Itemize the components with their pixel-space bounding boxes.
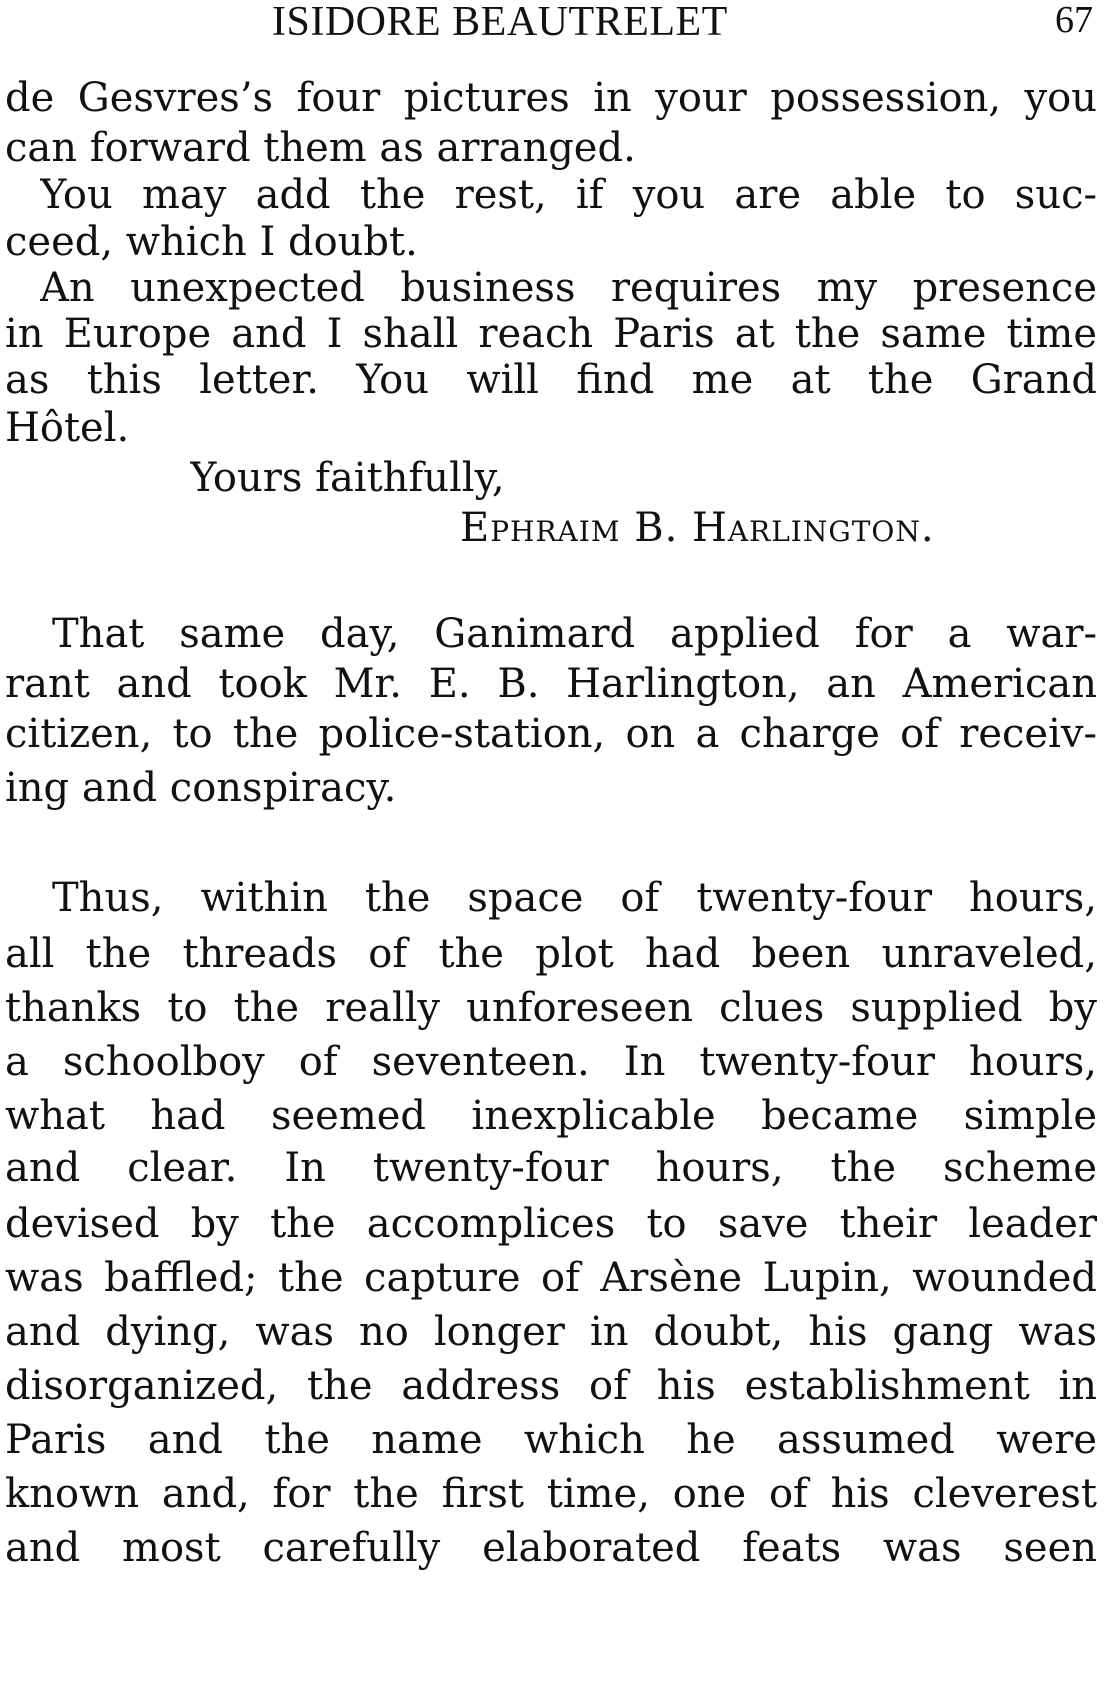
closing-line: Yours faithfully, bbox=[190, 455, 505, 501]
text-line: as this letter. You will find me at the Grand bbox=[5, 357, 1097, 403]
text-line: can forward them as arranged. bbox=[5, 125, 636, 171]
text-line: Thus, within the space of twenty-four hours, bbox=[52, 875, 1097, 921]
running-head bbox=[0, 0, 1105, 45]
text-line: de Gesvres’s four pictures in your possession, you bbox=[5, 75, 1097, 121]
text-line: Paris and the name which he assumed were bbox=[5, 1417, 1097, 1463]
text-line: was baffled; the capture of Arsène Lupin, wounded bbox=[5, 1255, 1097, 1301]
text-line: ceed, which I doubt. bbox=[5, 219, 418, 265]
text-line: and dying, was no longer in doubt, his gang was bbox=[5, 1309, 1097, 1355]
text-line: rant and took Mr. E. B. Harlington, an American bbox=[5, 661, 1097, 707]
text-line: and most carefully elaborated feats was seen bbox=[5, 1525, 1097, 1571]
text-line: known and, for the first time, one of his cleverest bbox=[5, 1471, 1097, 1517]
text-line: You may add the rest, if you are able to suc- bbox=[40, 172, 1097, 218]
text-line: and clear. In twenty-four hours, the scheme bbox=[5, 1145, 1097, 1191]
text-line: what had seemed inexplicable became simple bbox=[5, 1093, 1097, 1139]
text-line: ing and conspiracy. bbox=[5, 765, 397, 811]
text-line: a schoolboy of seventeen. In twenty-four hours, bbox=[5, 1039, 1097, 1085]
text-line: That same day, Ganimard applied for a war- bbox=[52, 611, 1097, 657]
running-title: ISIDORE BEAUTRELET bbox=[272, 0, 728, 45]
text-line: in Europe and I shall reach Paris at the same time bbox=[5, 311, 1097, 357]
signature: Ephraim B. Harlington. bbox=[460, 505, 935, 551]
text-line: Hôtel. bbox=[5, 405, 130, 451]
page-number: 67 bbox=[1055, 0, 1093, 41]
text-line: disorganized, the address of his establishment in bbox=[5, 1363, 1097, 1409]
text-line: all the threads of the plot had been unraveled, bbox=[5, 931, 1097, 977]
text-line: citizen, to the police-station, on a charge of receiv- bbox=[5, 711, 1097, 757]
text-line: An unexpected business requires my presence bbox=[40, 265, 1097, 311]
text-line: thanks to the really unforeseen clues supplied by bbox=[5, 985, 1097, 1031]
text-line: devised by the accomplices to save their leader bbox=[5, 1201, 1097, 1247]
